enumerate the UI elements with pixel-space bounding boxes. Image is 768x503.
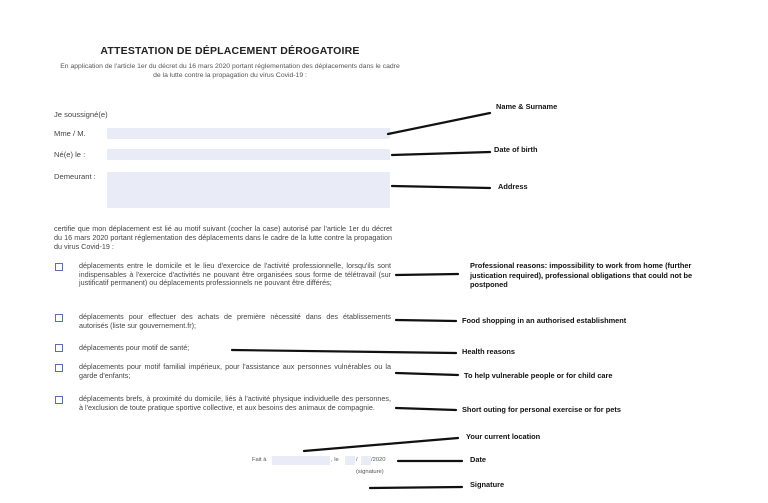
pointer-line-birth: [392, 152, 490, 155]
annotation-signature: Signature: [470, 480, 505, 489]
date-slash: /: [356, 457, 358, 463]
date-year: /2020: [371, 457, 386, 463]
pointer-line-food: [396, 320, 456, 321]
pointer-line-address: [392, 186, 490, 188]
annotation-location: Your current location: [466, 432, 541, 441]
pointer-line-location: [304, 438, 458, 451]
annotation-vulnerable: To help vulnerable people or for child care: [464, 371, 613, 380]
annotation-professional: Professional reasons: impossibility to work from home (further justication required), professional obligations that could not be postponed: [470, 261, 693, 289]
certify-paragraph: certifie que mon déplacement est lié au motif suivant (cocher la case) autorisé par l'article 1er du décret du 16 mars 2020 portant réglementation des déplacements dans le cadre de la lutte contre la propagation du virus Covid-19 :: [54, 224, 392, 251]
option-exercise: déplacements brefs, à proximité du domicile, liés à l'activité physique individuelle des personnes, à l'exclusion de toute pratique sportive collective, et aux besoins des animaux de compagnie.: [79, 394, 391, 412]
annotation-exercise: Short outing for personal exercise or for pets: [462, 405, 621, 414]
option-food-shopping: déplacements pour effectuer des achats de première nécessité dans des établissements autorisés (liste sur gouvernement.fr);: [79, 312, 391, 330]
address-label: Demeurant :: [54, 172, 96, 181]
pointer-line-exercise: [396, 408, 456, 410]
annotation-birth: Date of birth: [494, 145, 538, 154]
undersigned-label: Je soussigné(e): [54, 110, 108, 119]
option-health: déplacements pour motif de santé;: [79, 343, 190, 352]
name-label: Mme / M.: [54, 129, 86, 138]
done-at-label: Fait à: [252, 457, 267, 463]
pointer-line-professional: [396, 274, 458, 275]
pointer-line-health: [232, 350, 456, 353]
form-subtitle: En application de l'article 1er du décret du 16 mars 2020 portant réglementation des déplacements dans le cadre de la lutte contre la propagation du virus Covid-19 :: [60, 63, 400, 79]
pointer-line-vulnerable: [396, 373, 458, 375]
annotation-health: Health reasons: [462, 347, 515, 356]
form-title: ATTESTATION DE DÉPLACEMENT DÉROGATOIRE: [100, 45, 360, 57]
annotation-date: Date: [470, 455, 487, 464]
annotation-name: Name & Surname: [496, 102, 558, 111]
annotation-address: Address: [498, 182, 528, 191]
annotation-food: Food shopping in an authorised establishment: [462, 316, 627, 325]
pointer-line-name: [388, 113, 490, 134]
option-family: déplacements pour motif familial impérieux, pour l'assistance aux personnes vulnérables ou la garde d'enfants;: [79, 362, 391, 380]
option-professional: déplacements entre le domicile et le lieu d'exercice de l'activité professionnelle, lorsqu'ils sont indispensables à l'exercice d'activités ne pouvant être organisées sous forme de télétravail (sur justificatif permanent) ou déplacements professionnels ne pouvant être différés;: [79, 261, 391, 288]
signature-label: (signature): [356, 469, 384, 475]
date-le-label: , le: [331, 457, 339, 463]
birth-label: Né(e) le :: [54, 150, 86, 159]
pointer-line-signature: [370, 487, 462, 488]
